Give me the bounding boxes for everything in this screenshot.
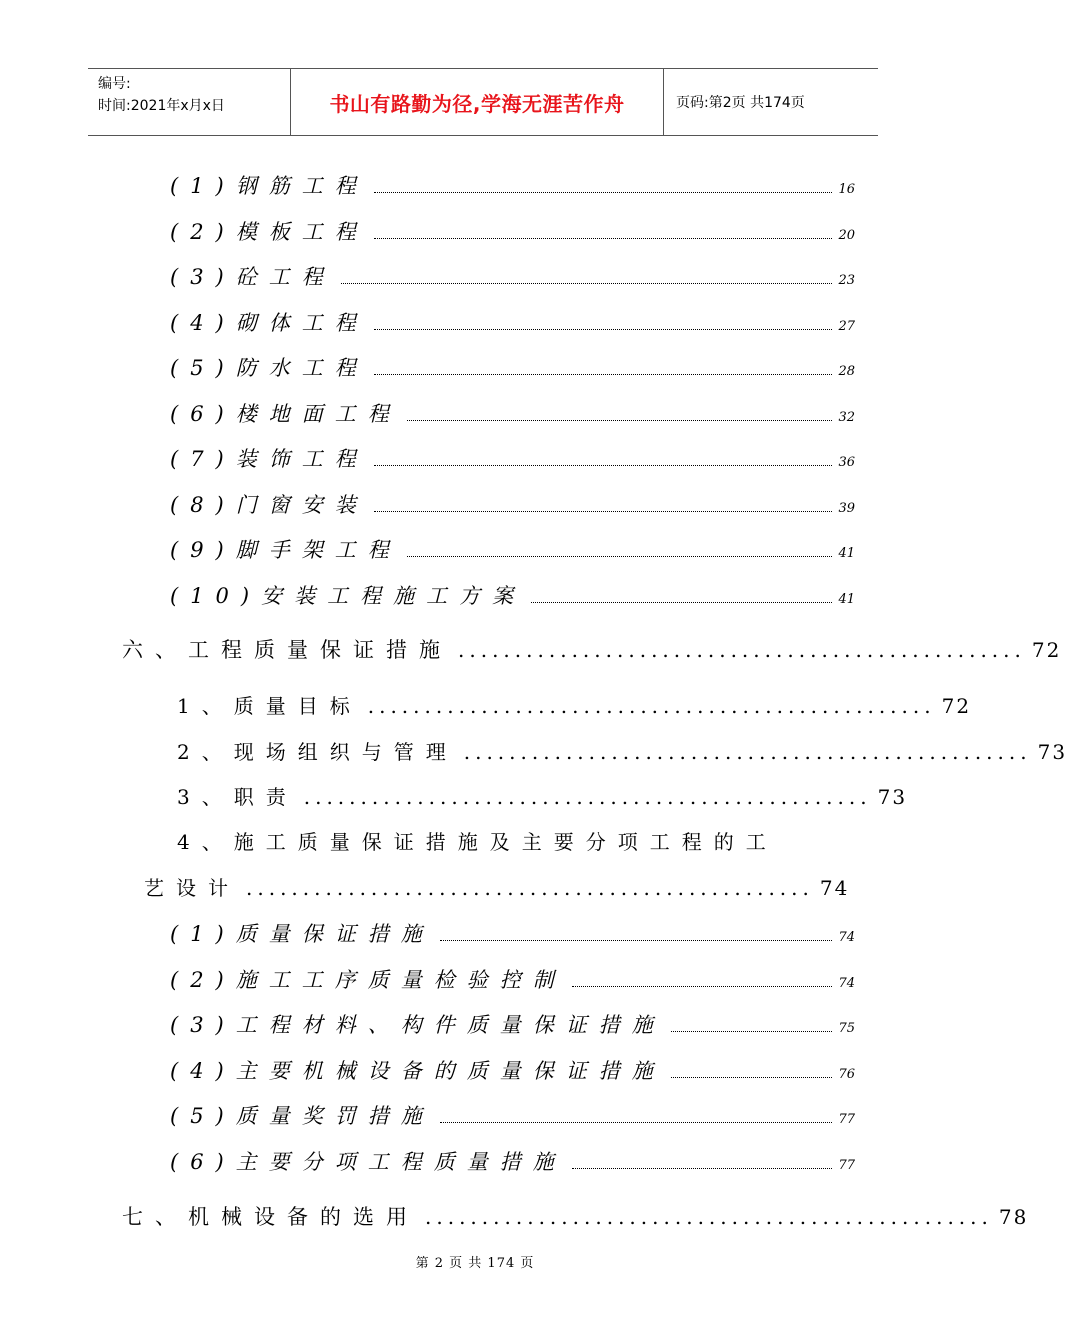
toc-entry-page: 73 <box>1037 740 1067 764</box>
toc-dot-leader: .................................................. <box>425 1205 993 1229</box>
toc-dot-leader <box>374 191 833 193</box>
toc-dot-leader <box>407 419 833 421</box>
header-meta <box>88 69 291 135</box>
toc-entry-number: 4、 <box>177 830 234 854</box>
toc-entry-title-continued: 艺设计 <box>144 876 240 900</box>
toc-entry-title: 脚手架工程 <box>235 538 401 562</box>
toc-entry-number: (7) <box>170 447 236 471</box>
toc-dot-leader <box>671 1076 833 1078</box>
toc-entry-page: 23 <box>838 273 855 288</box>
toc-entry-title: 施工工序质量检验控制 <box>235 968 566 992</box>
toc-dot-leader: .................................................. <box>463 740 1032 764</box>
toc-entry[interactable] <box>170 918 855 948</box>
toc-entry-page: 27 <box>838 319 855 334</box>
toc-entry-page: 74 <box>838 930 855 945</box>
toc-entry[interactable] <box>170 580 855 610</box>
toc-entry-page: 72 <box>1031 638 1062 662</box>
toc-item-entry[interactable] <box>177 736 1067 765</box>
toc-entry-page: 39 <box>838 501 855 516</box>
toc-entry[interactable] <box>170 261 855 291</box>
header-number-label: 编号: <box>98 76 131 92</box>
toc-entry-page: 16 <box>838 182 855 197</box>
toc-entry-number: (10) <box>170 584 262 608</box>
toc-item4-line1[interactable] <box>177 826 778 855</box>
toc-dot-leader <box>374 464 833 466</box>
toc-entry-number: (4) <box>170 311 236 335</box>
toc-entry-number: (6) <box>170 402 236 426</box>
toc-entry[interactable] <box>170 964 855 994</box>
toc-item4-line2[interactable] <box>144 872 850 901</box>
toc-dot-leader <box>671 1030 833 1032</box>
toc-dot-leader <box>440 939 833 941</box>
toc-entry-title: 职责 <box>233 785 298 809</box>
toc-entry-page: 77 <box>838 1112 855 1127</box>
toc-dot-leader <box>407 555 833 557</box>
toc-entry-title: 安装工程施工方案 <box>261 584 526 608</box>
toc-entry-page: 74 <box>819 876 850 900</box>
toc-entry-title: 质量目标 <box>233 694 362 718</box>
toc-entry-title: 质量保证措施 <box>235 922 434 946</box>
toc-section-entry[interactable] <box>122 634 1062 664</box>
toc-entry-number: 七、 <box>122 1205 188 1229</box>
toc-entry[interactable] <box>170 352 855 382</box>
toc-dot-leader: .................................................. <box>246 876 814 900</box>
header-date-label: 时间:2021年x月x日 <box>98 98 225 114</box>
toc-entry-number: (5) <box>170 1104 236 1128</box>
toc-dot-leader <box>374 328 833 330</box>
toc-dot-leader <box>374 237 833 239</box>
toc-entry-number: (5) <box>170 356 236 380</box>
toc-dot-leader: .................................................. <box>367 694 936 718</box>
header-page-info: 页码:第2页 共174页 <box>676 95 805 111</box>
toc-dot-leader: .................................................. <box>303 785 872 809</box>
toc-entry-title: 主要机械设备的质量保证措施 <box>235 1059 665 1083</box>
toc-item-entry[interactable] <box>177 781 908 810</box>
toc-entry[interactable] <box>170 534 855 564</box>
toc-entry-page: 32 <box>838 410 855 425</box>
toc-entry-title: 现场组织与管理 <box>233 740 458 764</box>
toc-entry-title: 质量奖罚措施 <box>235 1104 434 1128</box>
toc-item-entry[interactable] <box>177 690 972 719</box>
toc-entry-page: 75 <box>838 1021 855 1036</box>
toc-entry-number: (2) <box>170 220 236 244</box>
toc-entry-number: 六、 <box>122 638 188 662</box>
toc-entry[interactable] <box>170 1055 855 1085</box>
toc-entry-page: 76 <box>838 1067 855 1082</box>
toc-entry-title: 钢筋工程 <box>235 174 368 198</box>
toc-entry-title: 装饰工程 <box>235 447 368 471</box>
toc-entry-title: 工程材料、构件质量保证措施 <box>235 1013 665 1037</box>
toc-entry-number: 3、 <box>177 785 234 809</box>
toc-entry-number: 1、 <box>177 694 234 718</box>
toc-entry[interactable] <box>170 443 855 473</box>
toc-entry-page: 28 <box>838 364 855 379</box>
toc-entry-title: 主要分项工程质量措施 <box>235 1150 566 1174</box>
toc-entry-page: 73 <box>877 785 908 809</box>
toc-dot-leader: .................................................. <box>458 638 1026 662</box>
toc-entry-page: 74 <box>838 976 855 991</box>
toc-entry[interactable] <box>170 170 855 200</box>
toc-entry-number: (1) <box>170 922 236 946</box>
toc-entry-title: 机械设备的选用 <box>188 1205 419 1229</box>
page-footer: 第 2 页 共 174 页 <box>415 1256 535 1271</box>
toc-entry-title: 模板工程 <box>235 220 368 244</box>
toc-entry-page: 78 <box>998 1205 1029 1229</box>
toc-entry[interactable] <box>170 216 855 246</box>
toc-entry-page: 77 <box>838 1158 855 1173</box>
toc-dot-leader <box>531 601 832 603</box>
toc-dot-leader <box>440 1121 833 1123</box>
toc-dot-leader <box>341 282 833 284</box>
toc-entry-page: 41 <box>838 592 855 607</box>
header-motto: 书山有路勤为径,学海无涯苦作舟 <box>291 69 664 135</box>
toc-entry-title: 工程质量保证措施 <box>188 638 452 662</box>
toc-entry-number: (3) <box>170 265 236 289</box>
toc-entry-title: 楼地面工程 <box>235 402 401 426</box>
toc-entry-number: (8) <box>170 493 236 517</box>
toc-entry-number: (6) <box>170 1150 236 1174</box>
toc-entry-number: (4) <box>170 1059 236 1083</box>
toc-entry-number: (1) <box>170 174 236 198</box>
toc-entry-page: 72 <box>941 694 972 718</box>
page-header <box>88 68 878 136</box>
toc-entry[interactable] <box>170 1146 855 1176</box>
toc-entry-title: 砌体工程 <box>235 311 368 335</box>
toc-entry[interactable] <box>170 1100 855 1130</box>
toc-section-entry[interactable] <box>122 1201 1029 1231</box>
toc-entry[interactable] <box>170 489 855 519</box>
toc-entry[interactable] <box>170 398 855 428</box>
toc-dot-leader <box>374 510 833 512</box>
toc-entry[interactable] <box>170 307 855 337</box>
toc-entry-number: (3) <box>170 1013 236 1037</box>
toc-entry-title: 门窗安装 <box>235 493 368 517</box>
toc-entry[interactable] <box>170 1009 855 1039</box>
toc-entry-title: 防水工程 <box>235 356 368 380</box>
toc-entry-number: 2、 <box>177 740 234 764</box>
toc-entry-page: 20 <box>838 228 855 243</box>
toc-dot-leader <box>572 1167 833 1169</box>
toc-entry-title: 施工质量保证措施及主要分项工程的工 <box>233 830 778 854</box>
toc-entry-page: 41 <box>838 546 855 561</box>
toc-entry-number: (2) <box>170 968 236 992</box>
toc-dot-leader <box>572 985 833 987</box>
toc-entry-page: 36 <box>838 455 855 470</box>
toc-entry-number: (9) <box>170 538 236 562</box>
toc-dot-leader <box>374 373 833 375</box>
toc-entry-title: 砼工程 <box>235 265 335 289</box>
